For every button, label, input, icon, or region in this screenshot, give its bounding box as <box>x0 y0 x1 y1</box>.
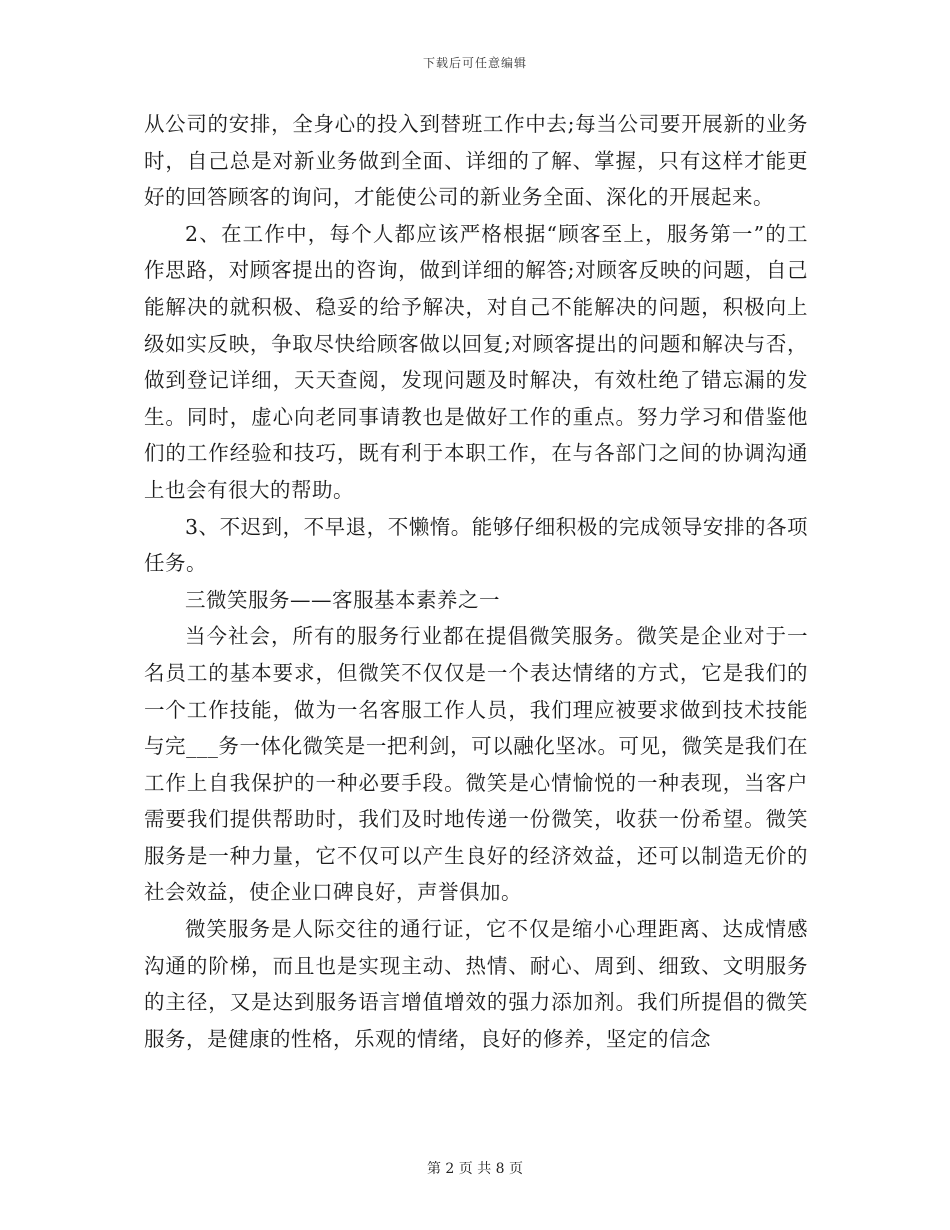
section-heading: 三微笑服务——客服基本素养之一 <box>185 587 500 612</box>
paragraph-2: 2、在工作中，每个人都应该严格根据“顾客至上，服务第一”的工作思路，对顾客提出的咨询，做到详细的解答;对顾客反映的问题，自己能解决的就积极、稳妥的给予解决，对自己不能解决的问题，积极向上级如实反映，争取尽快给顾客做以回复;对顾客提出的问题和解决与否，做到登记详细，天天查阅，发现问题及时解决，有效杜绝了错忘漏的发生。同时，虚心向老同事请教也是做好工作的重点。努力学习和借鉴他们的工作经验和技巧，既有利于本职工作，在与各部门之间的协调沟通上也会有很大的帮助。 <box>144 221 808 502</box>
paragraph-4: 当今社会，所有的服务行业都在提倡微笑服务。微笑是企业对于一名员工的基本要求，但微笑不仅仅是一个表达情绪的方式，它是我们的一个工作技能，做为一名客服工作人员，我们理应被要求做到技术技能与完___务一体化微笑是一把利剑，可以融化坚冰。可见，微笑是我们在工作上自我保护的一种必要手段。微笑是心情愉悦的一种表现，当客户需要我们提供帮助时，我们及时地传递一份微笑，收获一份希望。微笑服务是一种力量，它不仅可以产生良好的经济效益，还可以制造无价的社会效益，使企业口碑良好，声誉俱加。 <box>144 624 808 905</box>
page-header: 下载后可任意编辑 <box>422 56 527 70</box>
page-number: 第 2 页 共 8 页 <box>426 1161 524 1177</box>
paragraph-5: 微笑服务是人际交往的通行证，它不仅是缩小心理距离、达成情感沟通的阶梯，而且也是实现主动、热情、耐心、周到、细致、文明服务的主径，又是达到服务语言增值增效的强力添加剂。我们所提倡的微笑服务，是健康的性格，乐观的情绪，良好的修养，坚定的信念 <box>144 917 808 1051</box>
paragraph-3: 3、不迟到，不早退，不懒惰。能够仔细积极的完成领导安排的各项任务。 <box>144 514 808 576</box>
paragraph-1: 从公司的安排，全身心的投入到替班工作中去;每当公司要开展新的业务时，自己总是对新业务做到全面、详细的了解、掌握，只有这样才能更好的回答顾客的询问，才能使公司的新业务全面、深化的开展起来。 <box>144 112 808 210</box>
document-body <box>144 106 808 1057</box>
